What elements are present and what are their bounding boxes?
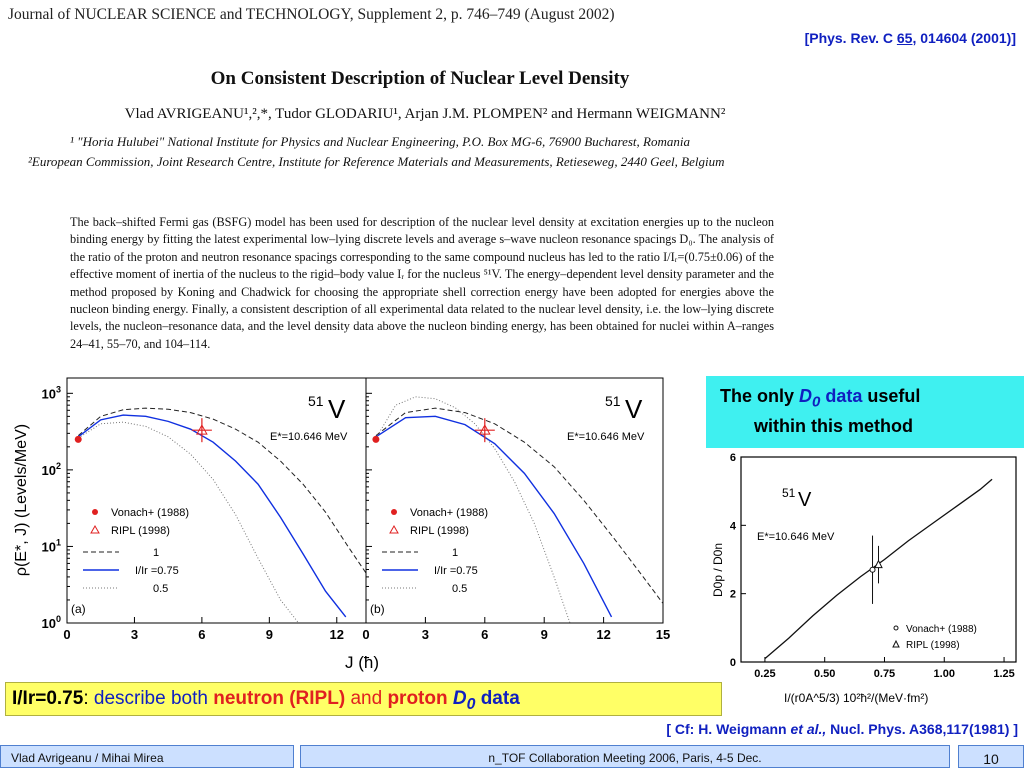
side-x-tick-label: 1.00 — [933, 668, 955, 680]
legend-vonach: Vonach+ (1988) — [111, 507, 189, 519]
journal-citation: Journal of NUCLEAR SCIENCE and TECHNOLOGY, Supplement 2, p. 746–749 (August 2002) — [8, 6, 615, 23]
conclusion-d0-subscript: 0 — [466, 695, 476, 713]
legend-label-solid: I/Ir =0.75 — [434, 565, 478, 577]
side-vonach-point — [870, 567, 875, 572]
y-tick-label: $10^3$ — [41, 384, 61, 402]
x-tick-label: 12 — [596, 627, 611, 642]
abstract: The back–shifted Fermi gas (BSFG) model has been used for description of the nuclear level density at excitation energies up to the nucleon binding energy by fitting the latest experimental low–lying discrete levels and average s–wave nucleon resonance spacings D₀. The analysis of the ratio of the proton and neutron resonance spacings corresponding to the same compound nucleus has led to the ratio I/Iᵣ=(0.75±0.06) of the effective moment of inertia of the nucleus to the rigid–body value Iᵣ for the nucleus ⁵¹V. The energy–dependent level density parameter and the method proposed by Koning and Chadwick for choosing the appropriate shell correction energy have been adopted for energies above the nucleon binding energy. Finally, a consistent description of all experimental data related to the nuclear level density, i.e. the low–lying discrete levels, the nucleon–resonance data, and the level density data above the nucleon binding energy, has been obtained for nuclei within A–ranges 24–41, 55–70, and 104–114. — [70, 215, 774, 351]
legend-label-dotted: 0.5 — [153, 583, 169, 595]
proton-word: proton — [387, 688, 453, 709]
x-tick-label: 0 — [362, 627, 370, 642]
legend-vonach-marker — [92, 509, 98, 515]
side-ripl-point — [875, 561, 882, 568]
x-tick-label: 15 — [655, 627, 671, 642]
ref-prefix: [Phys. Rev. C — [804, 30, 897, 46]
footer-meeting-text: n_TOF Collaboration Meeting 2006, Paris, 4-5 Dec. — [488, 751, 762, 765]
colon: : — [83, 688, 94, 709]
legend-label-solid: I/Ir =0.75 — [135, 565, 179, 577]
side-legend-vonach: Vonach+ (1988) — [906, 624, 977, 635]
highlight-line-1 — [720, 386, 920, 411]
side-nucleus-mass: 51 — [782, 486, 796, 500]
side-legend-vonach-marker — [894, 626, 898, 630]
footer-meeting — [300, 745, 950, 768]
side-energy-label: E*=10.646 MeV — [757, 531, 835, 543]
y-tick-exponent: 3 — [55, 384, 61, 395]
y-tick-label: $10^0$ — [41, 614, 61, 631]
panel-label: (b) — [370, 602, 385, 616]
x-tick-label: 9 — [540, 627, 548, 642]
ref-bottom-prefix: [ Cf: H. Weigmann — [666, 721, 791, 737]
x-tick-label: 0 — [63, 627, 71, 642]
highlight-text: The only — [720, 386, 800, 406]
x-tick-label: 6 — [198, 627, 206, 642]
x-tick-label: 6 — [481, 627, 489, 642]
and-word: and — [345, 688, 388, 709]
energy-label: E*=10.646 MeV — [567, 431, 645, 443]
conclusion-data-word: data — [475, 688, 520, 709]
nucleus-symbol: V — [625, 394, 643, 424]
x-tick-label: 3 — [421, 627, 430, 642]
paper-title: On Consistent Description of Nuclear Level Density — [210, 68, 630, 89]
legend-label-dashed: 1 — [452, 547, 459, 559]
x-tick-label: 12 — [329, 627, 345, 642]
highlight-useful: useful — [862, 386, 921, 406]
highlight-d0 — [799, 386, 821, 411]
conclusion-d0-symbol: D — [452, 688, 467, 709]
legend-label-dashed: 1 — [153, 547, 160, 559]
legend-ripl-marker — [390, 526, 398, 533]
highlight-line-2: within this method — [754, 416, 913, 436]
side-y-axis-title: D0p / D0n — [711, 542, 725, 598]
y-tick-label: $10^1$ — [41, 537, 61, 555]
highlight-box — [706, 376, 1024, 448]
reference-bottom — [666, 721, 1018, 737]
legend-ripl: RIPL (1998) — [111, 525, 170, 537]
nucleus-mass-number: 51 — [605, 393, 621, 409]
d0-subscript: 0 — [812, 393, 821, 411]
footer-page-number — [958, 745, 1024, 768]
vonach-point — [372, 436, 379, 443]
series-line-dotted — [78, 422, 298, 623]
side-y-tick-label: 0 — [729, 657, 736, 669]
side-x-tick-label: 1.25 — [993, 668, 1015, 680]
ref-suffix: , 014604 (2001)] — [912, 30, 1016, 46]
energy-label: E*=10.646 MeV — [270, 431, 348, 443]
side-y-tick-label: 2 — [729, 588, 736, 601]
legend-ripl-marker — [91, 526, 99, 533]
x-tick-label: 9 — [265, 627, 273, 642]
legend-vonach: Vonach+ (1988) — [410, 507, 488, 519]
legend-vonach-marker — [391, 509, 397, 515]
ref-volume: 65 — [896, 30, 913, 46]
plot-frame — [67, 378, 366, 623]
d0-symbol: D — [799, 386, 813, 406]
side-x-tick-label: 0.25 — [754, 668, 776, 680]
side-x-tick-label: 0.75 — [873, 668, 896, 680]
nucleus-mass-number: 51 — [308, 393, 324, 409]
side-x-axis-title: I/(r0A^5/3) 10²ħ²/(MeV·fm²) — [784, 691, 929, 705]
conclusion-box — [5, 682, 722, 716]
side-legend-ripl: RIPL (1998) — [906, 640, 960, 651]
highlight-data-word: data — [820, 386, 863, 406]
y-tick-exponent: 1 — [55, 537, 61, 548]
y-tick-exponent: 0 — [55, 614, 61, 624]
nucleus-symbol: V — [328, 394, 346, 424]
y-tick-label: $10^2$ — [41, 460, 61, 478]
ratio-label: I/Ir=0.75 — [12, 688, 84, 709]
footer-authors — [0, 745, 294, 768]
page-number: 10 — [983, 751, 999, 767]
vonach-point — [75, 436, 82, 443]
reference-top — [805, 30, 1016, 46]
side-nucleus-symbol: V — [798, 489, 812, 511]
legend-label-dotted: 0.5 — [452, 583, 468, 595]
side-y-tick-label: 6 — [729, 452, 736, 464]
x-axis-title: J (ħ) — [345, 653, 379, 672]
affiliation-2: ²European Commission, Joint Research Centre, Institute for Reference Materials and Measurements, Retieseweg, 2440 Geel, Belgium — [28, 154, 725, 169]
x-tick-label: 3 — [130, 627, 139, 642]
neutron-ripl: neutron (RIPL) — [213, 688, 346, 709]
legend-ripl: RIPL (1998) — [410, 525, 469, 537]
conclusion-d0 — [452, 688, 476, 713]
ref-bottom-suffix: Nucl. Phys. A368,117(1981) ] — [826, 721, 1018, 737]
y-axis-title: ρ(E*, J) (Levels/MeV) — [13, 423, 30, 577]
ref-bottom-etal: et al., — [790, 721, 827, 737]
footer-authors-text: Vlad Avrigeanu / Mihai Mirea — [11, 751, 164, 765]
side-curve — [765, 479, 992, 658]
paper-authors: Vlad AVRIGEANU¹,²,*, Tudor GLODARIU¹, Arjan J.M. PLOMPEN² and Hermann WEIGMANN² — [124, 106, 726, 122]
side-legend-ripl-marker — [893, 641, 899, 647]
plot-frame — [366, 378, 663, 623]
y-tick-exponent: 2 — [55, 460, 61, 471]
describe-both: describe both — [93, 688, 214, 709]
side-x-tick-label: 0.50 — [813, 668, 836, 680]
affiliation-1: ¹ "Horia Hulubei" National Institute for Physics and Nuclear Engineering, P.O. Box MG-6, 76900 Bucharest, Romania — [70, 134, 690, 149]
side-y-tick-label: 4 — [729, 520, 736, 533]
conclusion-text — [12, 688, 520, 714]
panel-label: (a) — [71, 602, 86, 616]
side-plot-frame — [741, 457, 1016, 662]
